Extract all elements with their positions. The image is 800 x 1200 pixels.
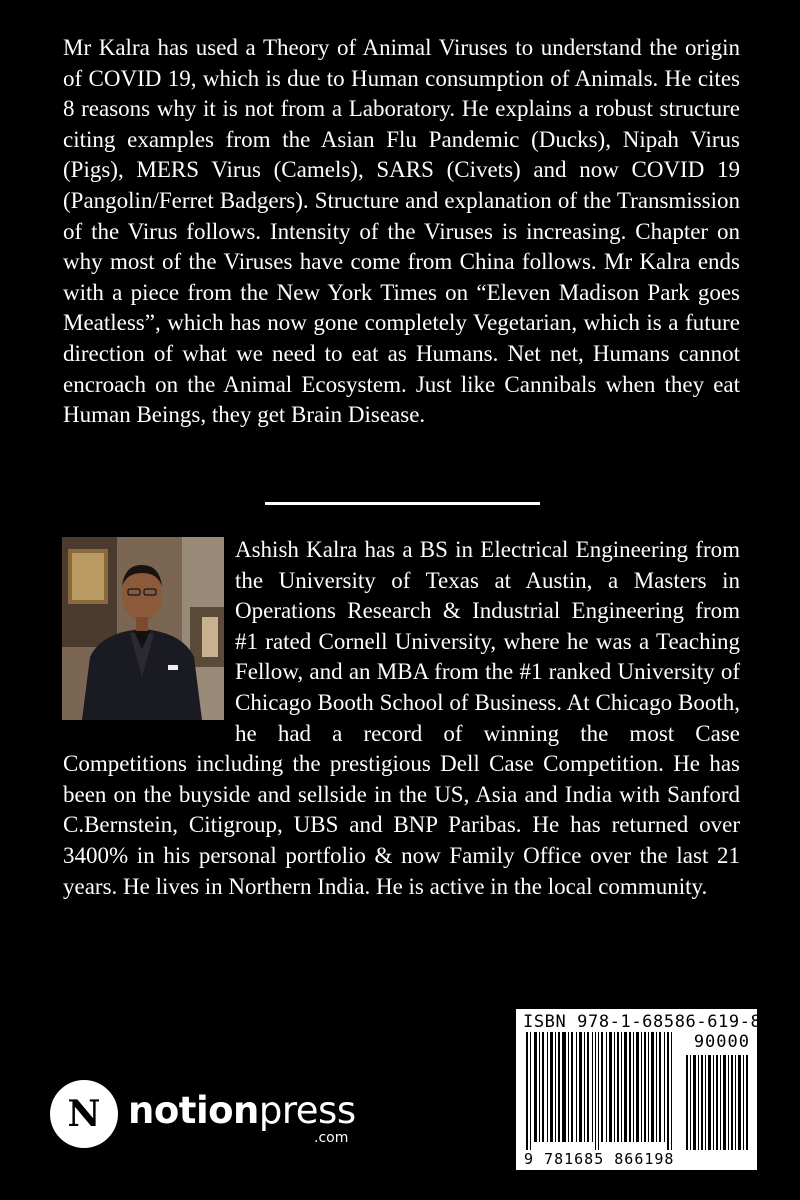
isbn-label: ISBN 978-1-68586-619-8 xyxy=(523,1012,762,1032)
author-photo-image xyxy=(62,537,224,720)
publisher-logo xyxy=(50,1080,370,1150)
price-code: 90000 xyxy=(693,1032,750,1052)
price-barcode-bars xyxy=(686,1055,748,1150)
publisher-domain: .com xyxy=(314,1130,349,1146)
barcode-bars xyxy=(526,1032,676,1150)
barcode-number: 9 781685 866198 xyxy=(524,1150,675,1168)
publisher-name-bold: notion xyxy=(128,1089,259,1132)
author-photo xyxy=(62,537,224,720)
isbn-barcode xyxy=(516,1009,762,1170)
publisher-name-regular: press xyxy=(258,1089,356,1132)
publisher-name xyxy=(128,1089,356,1132)
logo-letter: N xyxy=(67,1093,101,1135)
book-blurb: Mr Kalra has used a Theory of Animal Viruses to understand the origin of COVID 19, which is due to Human consumption of Animals. He cites 8 reasons why it is not from a Laboratory. He explains a robust structure citing examples from the Asian Flu Pandemic (Ducks), Nipah Virus (Pigs), MERS Virus (Camels), SARS (Civets) and now COVID 19 (Pangolin/Ferret Badgers). Structure and explanation of the Transmission of the Virus follows. Intensity of the Viruses is increasing. Chapter on why most of the Viruses have come from China follows. Mr Kalra ends with a piece from the New York Times on “Eleven Madison Park goes Meatless”, which has now gone completely Vegetarian, which is a future direction of what we need to eat as Humans. Net net, Humans cannot encroach on the Animal Ecosystem. Just like Cannibals when they eat Human Beings, they get Brain Disease. xyxy=(63,35,740,428)
notion-press-n-icon xyxy=(50,1080,118,1148)
author-bio: Ashish Kalra has a BS in Electrical Engineering from the University of Texas at Austin, a Masters in Operations Research & Industrial Engineering from #1 rated Cornell University, where he was a Teaching Fellow, and an MBA from the #1 ranked University of Chicago Booth School of Business. At Chicago Booth, he had a record of winning the most Case Competitions including the prestigious Dell Case Competition. He has been on the buyside and sellside in the US, Asia and India with Sanford C.Bernstein, Citigroup, UBS and BNP Paribas. He has returned over 3400% in his personal portfolio & now Family Office over the last 21 years. He lives in Northern India. He is active in the local community. xyxy=(63,537,740,899)
section-divider xyxy=(265,502,540,505)
